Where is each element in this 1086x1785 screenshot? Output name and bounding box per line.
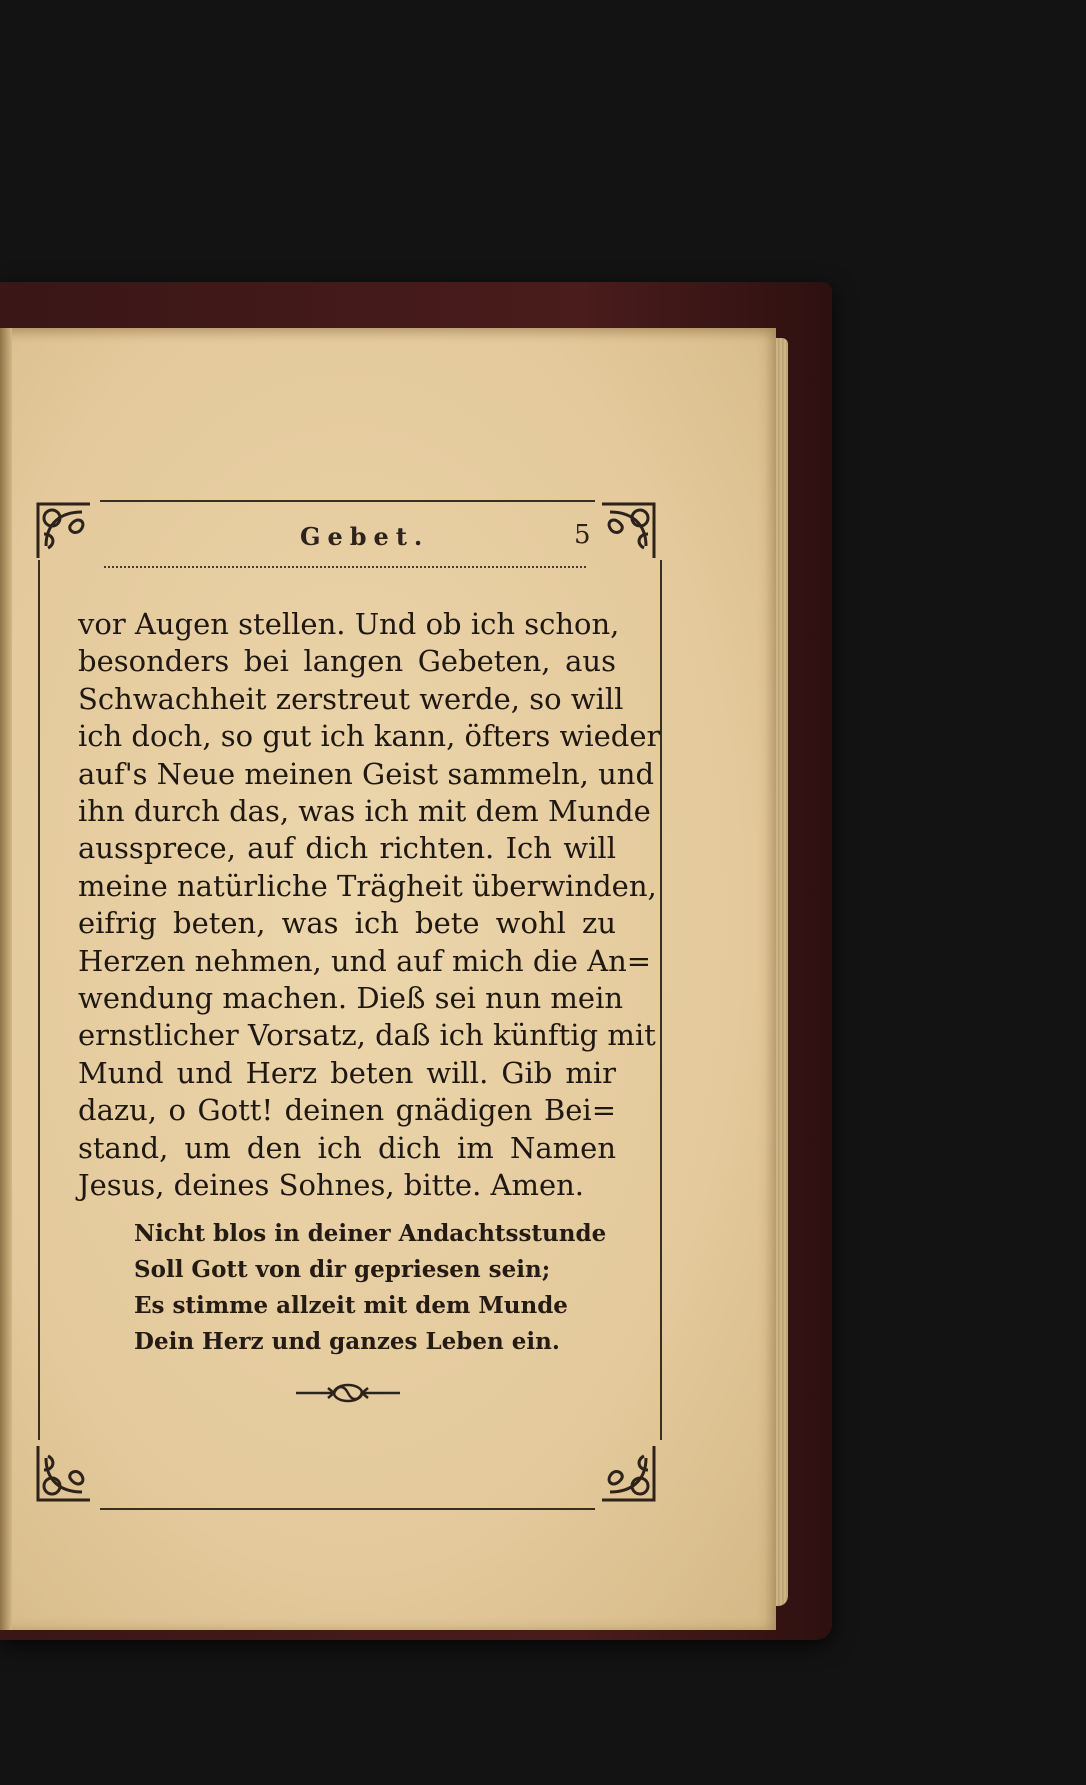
- floral-divider-icon: [294, 1378, 402, 1408]
- verse-line: Es stimme allzeit mit dem Munde: [134, 1292, 568, 1319]
- bottom-border: [100, 1494, 595, 1510]
- prayer-text: [78, 606, 661, 1205]
- text-line: dazu, o Gott! deinen gnädigen Bei=: [78, 1093, 616, 1128]
- running-head: [0, 520, 776, 560]
- text-line: auf's Neue meinen Geist sammeln, und: [78, 756, 655, 791]
- text-line: besonders bei langen Gebeten, aus: [78, 644, 616, 679]
- text-line: Mund und Herz beten will. Gib mir: [78, 1055, 616, 1090]
- text-line: Jesus, deines Sohnes, bitte. Amen.: [78, 1168, 585, 1203]
- text-line: eifrig beten, was ich bete wohl zu: [78, 906, 616, 941]
- header-dotted-rule: [104, 566, 586, 570]
- page-number: 5: [574, 520, 591, 550]
- text-line: ich doch, so gut ich kann, öfters wieder: [78, 719, 661, 754]
- verse-stanza: [134, 1216, 607, 1360]
- text-line: ernstlicher Vorsatz, daß ich künftig mit: [78, 1018, 656, 1053]
- corner-ornament-icon: [596, 1438, 662, 1510]
- top-border: [100, 500, 595, 516]
- text-line: vor Augen stellen. Und ob ich schon,: [78, 607, 620, 641]
- text-line: Schwachheit zerstreut werde, so will: [78, 681, 624, 716]
- text-line: meine natürliche Trägheit überwinden,: [78, 868, 657, 903]
- section-title: Gebet.: [300, 522, 430, 551]
- text-line: aussprece, auf dich richten. Ich will: [78, 831, 616, 866]
- text-line: ihn durch das, was ich mit dem Munde: [78, 794, 651, 829]
- text-line: Herzen nehmen, und auf mich die An=: [78, 943, 652, 978]
- corner-ornament-icon: [30, 1438, 96, 1510]
- text-line: wendung machen. Dieß sei nun mein: [78, 981, 624, 1016]
- text-line: stand, um den ich dich im Namen: [78, 1130, 616, 1165]
- verse-line: Nicht blos in deiner Andachtsstunde: [134, 1220, 607, 1247]
- verse-line: Dein Herz und ganzes Leben ein.: [134, 1328, 560, 1355]
- verse-line: Soll Gott von dir gepriesen sein;: [134, 1256, 551, 1283]
